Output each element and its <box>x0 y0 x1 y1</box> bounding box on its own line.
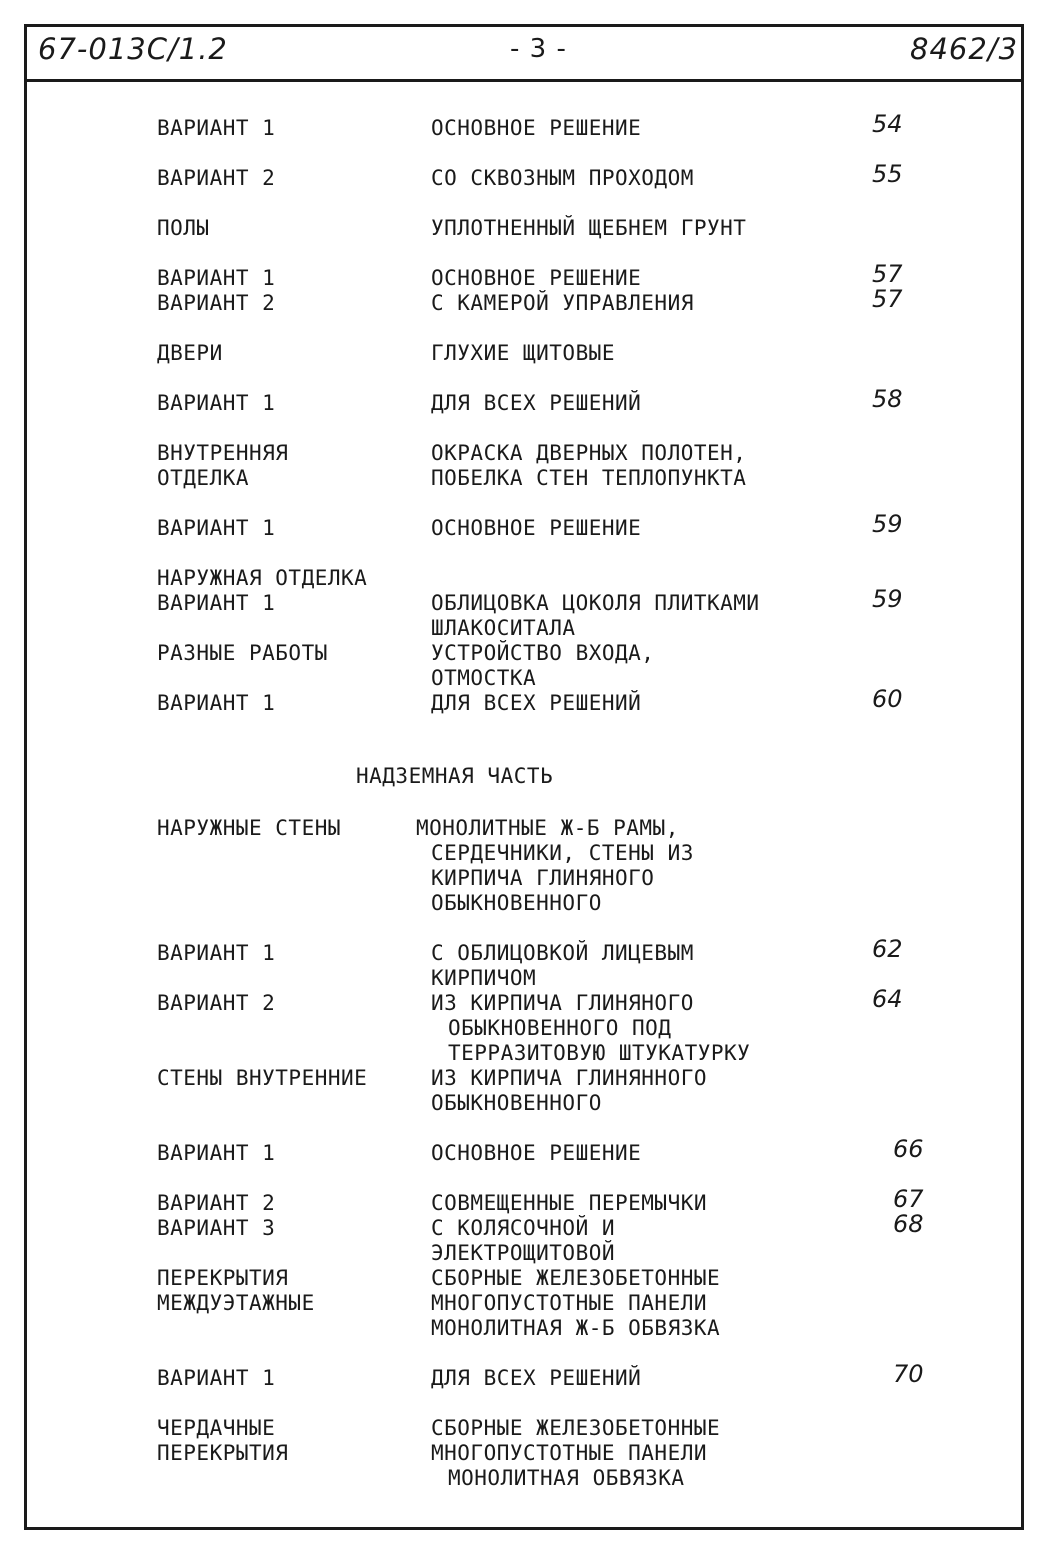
sheet-number: 8462/3 <box>910 32 1019 66</box>
row-label: ДВЕРИ <box>157 341 223 365</box>
document-code: 67-013С/1.2 <box>38 32 228 66</box>
row-description: ОКРАСКА ДВЕРНЫХ ПОЛОТЕН, <box>431 441 747 465</box>
row-label: ВАРИАНТ 2 <box>157 1191 276 1215</box>
row-page-number: 59 <box>872 510 903 538</box>
row-description: ГЛУХИЕ ЩИТОВЫЕ <box>431 341 616 365</box>
row-label: ПЕРЕКРЫТИЯ <box>157 1266 289 1290</box>
row-label: ВАРИАНТ 2 <box>157 166 276 190</box>
row-description: СО СКВОЗНЫМ ПРОХОДОМ <box>431 166 694 190</box>
row-label: ВАРИАНТ 1 <box>157 516 276 540</box>
row-description: СБОРНЫЕ ЖЕЛЕЗОБЕТОННЫЕ <box>431 1416 721 1440</box>
row-description: ОБЫКНОВЕННОГО <box>431 1091 602 1115</box>
row-page-number: 70 <box>893 1360 924 1388</box>
row-description: ДЛЯ ВСЕХ РЕШЕНИЙ <box>431 1366 642 1390</box>
row-description: УСТРОЙСТВО ВХОДА, <box>431 641 655 665</box>
row-label: ВАРИАНТ 3 <box>157 1216 276 1240</box>
row-description: ПОБЕЛКА СТЕН ТЕПЛОПУНКТА <box>431 466 747 490</box>
row-label: ВАРИАНТ 1 <box>157 591 276 615</box>
row-description: МОНОЛИТНАЯ ОБВЯЗКА <box>448 1466 685 1490</box>
row-label: ВАРИАНТ 1 <box>157 391 276 415</box>
section-heading: НАДЗЕМНАЯ ЧАСТЬ <box>356 764 554 788</box>
row-description: МНОГОПУСТОТНЫЕ ПАНЕЛИ <box>431 1291 708 1315</box>
page-number: - 3 - <box>510 34 567 64</box>
row-page-number: 62 <box>872 935 903 963</box>
row-label: ВАРИАНТ 1 <box>157 1366 276 1390</box>
row-label: ОТДЕЛКА <box>157 466 250 490</box>
row-page-number: 57 <box>872 285 903 313</box>
row-description: МОНОЛИТНЫЕ Ж-Б РАМЫ, <box>416 816 679 840</box>
row-label: ВАРИАНТ 1 <box>157 116 276 140</box>
row-label: ПОЛЫ <box>157 216 210 240</box>
row-label: СТЕНЫ ВНУТРЕННИЕ <box>157 1066 368 1090</box>
row-description: МНОГОПУСТОТНЫЕ ПАНЕЛИ <box>431 1441 708 1465</box>
row-page-number: 55 <box>872 160 903 188</box>
row-label: МЕЖДУЭТАЖНЫЕ <box>157 1291 315 1315</box>
row-description: С КАМЕРОЙ УПРАВЛЕНИЯ <box>431 291 694 315</box>
row-page-number: 57 <box>872 260 903 288</box>
row-description: ДЛЯ ВСЕХ РЕШЕНИЙ <box>431 391 642 415</box>
row-description: СБОРНЫЕ ЖЕЛЕЗОБЕТОННЫЕ <box>431 1266 721 1290</box>
row-page-number: 64 <box>872 985 903 1013</box>
row-label: НАРУЖНЫЕ СТЕНЫ <box>157 816 342 840</box>
row-description: СЕРДЕЧНИКИ, СТЕНЫ ИЗ <box>431 841 694 865</box>
row-description: С КОЛЯСОЧНОЙ И <box>431 1216 616 1240</box>
row-label: ВНУТРЕННЯЯ <box>157 441 289 465</box>
row-label: ПЕРЕКРЫТИЯ <box>157 1441 289 1465</box>
row-label: ЧЕРДАЧНЫЕ <box>157 1416 276 1440</box>
row-description: ОБЫКНОВЕННОГО ПОД <box>448 1016 672 1040</box>
row-label: ВАРИАНТ 1 <box>157 1141 276 1165</box>
row-description: ОСНОВНОЕ РЕШЕНИЕ <box>431 116 642 140</box>
header-divider <box>24 79 1024 82</box>
row-description: ОТМОСТКА <box>431 666 537 690</box>
row-description: СОВМЕЩЕННЫЕ ПЕРЕМЫЧКИ <box>431 1191 708 1215</box>
row-description: МОНОЛИТНАЯ Ж-Б ОБВЯЗКА <box>431 1316 721 1340</box>
row-label: ВАРИАНТ 1 <box>157 266 276 290</box>
row-description: УПЛОТНЕННЫЙ ЩЕБНЕМ ГРУНТ <box>431 216 747 240</box>
row-page-number: 59 <box>872 585 903 613</box>
row-description: ТЕРРАЗИТОВУЮ ШТУКАТУРКУ <box>448 1041 751 1065</box>
row-description: ОБЛИЦОВКА ЦОКОЛЯ ПЛИТКАМИ <box>431 591 760 615</box>
row-page-number: 60 <box>872 685 903 713</box>
row-description: ОСНОВНОЕ РЕШЕНИЕ <box>431 266 642 290</box>
row-description: КИРПИЧА ГЛИНЯНОГО <box>431 866 655 890</box>
row-description: ИЗ КИРПИЧА ГЛИНЯНОГО <box>431 991 694 1015</box>
row-description: ДЛЯ ВСЕХ РЕШЕНИЙ <box>431 691 642 715</box>
row-label: НАРУЖНАЯ ОТДЕЛКА <box>157 566 368 590</box>
row-description: КИРПИЧОМ <box>431 966 537 990</box>
row-page-number: 67 <box>893 1185 924 1213</box>
row-label: ВАРИАНТ 2 <box>157 991 276 1015</box>
row-description: ОСНОВНОЕ РЕШЕНИЕ <box>431 516 642 540</box>
row-description: ШЛАКОСИТАЛА <box>431 616 576 640</box>
row-label: РАЗНЫЕ РАБОТЫ <box>157 641 328 665</box>
row-description: ОСНОВНОЕ РЕШЕНИЕ <box>431 1141 642 1165</box>
row-description: ИЗ КИРПИЧА ГЛИНЯННОГО <box>431 1066 708 1090</box>
row-label: ВАРИАНТ 2 <box>157 291 276 315</box>
row-description: С ОБЛИЦОВКОЙ ЛИЦЕВЫМ <box>431 941 694 965</box>
row-label: ВАРИАНТ 1 <box>157 941 276 965</box>
row-label: ВАРИАНТ 1 <box>157 691 276 715</box>
row-description: ОБЫКНОВЕННОГО <box>431 891 602 915</box>
row-page-number: 54 <box>872 110 903 138</box>
row-page-number: 68 <box>893 1210 924 1238</box>
row-page-number: 66 <box>893 1135 924 1163</box>
row-page-number: 58 <box>872 385 903 413</box>
row-description: ЭЛЕКТРОЩИТОВОЙ <box>431 1241 616 1265</box>
